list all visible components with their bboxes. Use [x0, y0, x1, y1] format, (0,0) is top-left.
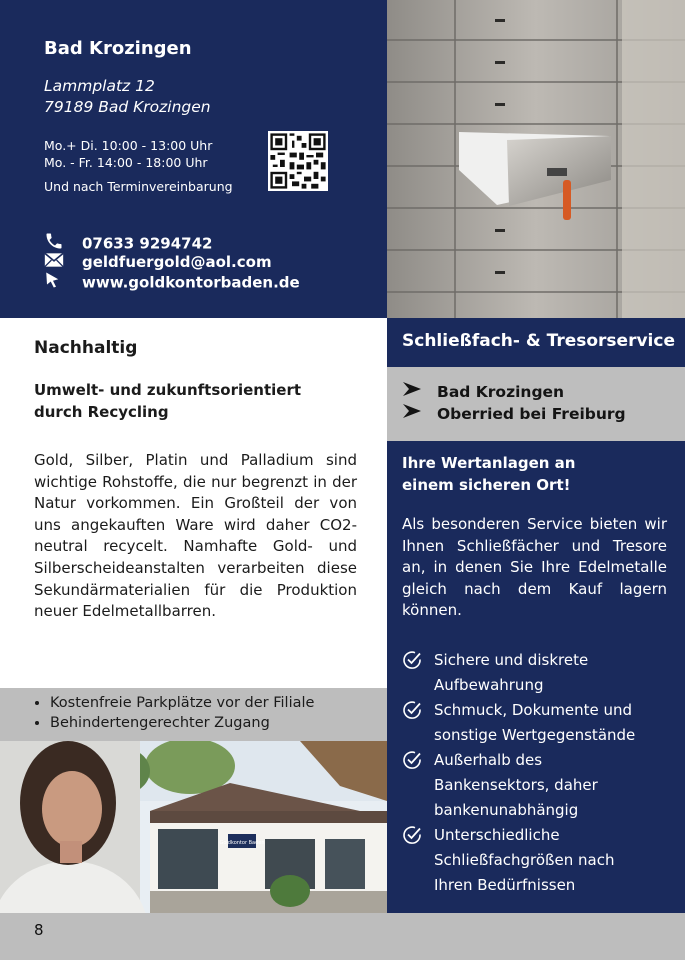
check-circle-icon: [402, 700, 422, 720]
service-header: [387, 318, 685, 367]
location-item: [402, 403, 626, 423]
service-title: Schließfach- & Tresorservice: [402, 331, 675, 351]
contact-panel: [0, 0, 387, 318]
service-body: Als besonderen Service bieten wir Ihnen Schließfächer und Tresore an, in denen Sie Ihre Edelmetalle gleich nach dem Kauf lagern können.: [402, 515, 667, 620]
feature-line: Schließfachgrößen nach: [434, 851, 615, 869]
qr-code-icon[interactable]: [268, 131, 328, 191]
feature-item: [402, 823, 672, 898]
feature-line: sonstige Wertgegenstände: [434, 726, 636, 744]
check-circle-icon: [402, 825, 422, 845]
branch-title: Bad Krozingen: [44, 38, 192, 59]
location-item: [402, 381, 564, 401]
arrow-icon: [402, 381, 424, 401]
subtitle-line-2: durch Recycling: [34, 403, 169, 421]
phone-number[interactable]: 07633 9294742: [82, 234, 213, 253]
phone-row[interactable]: [44, 231, 212, 253]
feature-line: Bankensektors, daher: [434, 776, 598, 794]
list-item: • Kostenfreie Parkplätze vor der Filiale: [50, 694, 387, 714]
email-row[interactable]: [44, 251, 272, 273]
sustainability-title: Nachhaltig: [34, 338, 138, 358]
perks-box: [0, 688, 387, 741]
feature-line: Schmuck, Dokumente und: [434, 701, 633, 719]
safe-deposit-photo: [387, 0, 685, 318]
page-footer: [0, 913, 685, 960]
website-link[interactable]: www.goldkontorbaden.de: [82, 273, 300, 292]
location-label: Oberried bei Freiburg: [437, 405, 626, 423]
location-label: Bad Krozingen: [437, 383, 565, 401]
feature-item: [402, 748, 672, 823]
zip-city: 79189 Bad Krozingen: [44, 98, 211, 116]
perks-list: [0, 688, 387, 733]
feature-line: Sichere und diskrete: [434, 651, 589, 669]
street: Lammplatz 12: [44, 77, 155, 95]
sustainability-subtitle: [34, 379, 301, 423]
store-sign: Goldkontor Baden: [219, 840, 265, 846]
arrow-icon: [402, 403, 424, 423]
list-item: • Behindertengerechter Zugang: [50, 714, 387, 734]
feature-line: bankenunabhängig: [434, 801, 579, 819]
feature-item: [402, 698, 672, 748]
appointment-note: Und nach Terminvereinbarung: [44, 179, 233, 194]
subtitle-line-1: Umwelt- und zukunftsorientiert: [34, 381, 302, 399]
store-photo: [0, 741, 387, 913]
headline-line-2: einem sicheren Ort!: [402, 476, 571, 494]
feature-line: Außerhalb des: [434, 751, 543, 769]
hours-line-1: Mo.+ Di. 10:00 - 13:00 Uhr: [44, 138, 213, 153]
service-panel: [387, 441, 685, 913]
sustainability-body: Gold, Silber, Platin und Palladium sind wichtige Rohstoffe, die nur begrenzt in der Natur vorkommen. Ein Großteil der von uns angekauften Ware wird daher CO2-neutral recycelt. Namhafte Gold- und Silberscheideanstalten verarbeiten diese Sekundärmaterialien für die Produktion neuer Edelmetallbarren.: [34, 451, 357, 621]
check-circle-icon: [402, 650, 422, 670]
feature-line: Ihren Bedürfnissen: [434, 876, 576, 894]
feature-line: Aufbewahrung: [434, 676, 544, 694]
feature-item: [402, 648, 672, 698]
locations-box: [387, 367, 685, 441]
address: [44, 76, 211, 118]
web-row[interactable]: [44, 271, 300, 293]
email-address[interactable]: geldfuergold@aol.com: [82, 253, 272, 271]
check-circle-icon: [402, 750, 422, 770]
service-headline: [402, 452, 575, 496]
headline-line-1: Ihre Wertanlagen an: [402, 454, 576, 472]
hours-line-2: Mo. - Fr. 14:00 - 18:00 Uhr: [44, 155, 208, 170]
page-number: 8: [34, 921, 44, 939]
cursor-icon: [44, 271, 68, 295]
feature-line: Unterschiedliche: [434, 826, 560, 844]
opening-hours: [44, 137, 212, 171]
